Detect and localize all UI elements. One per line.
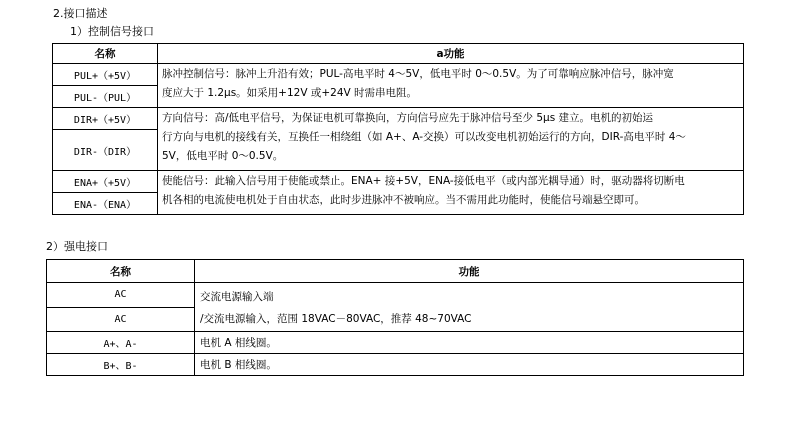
description-line: 脉冲控制信号：脉冲上升沿有效；PUL-高电平时 4～5V，低电平时 0～0.5V。为了可靠响应脉冲信号，脉冲宽 — [162, 68, 674, 80]
power-interface-table — [46, 259, 744, 376]
table-row — [53, 171, 744, 193]
description-line: /交流电源输入，范围 18VAC－80VAC，推荐 48~70VAC — [200, 313, 472, 325]
signal-name: PUL+（+5V） — [53, 64, 158, 86]
description-line: 行方向与电机的接线有关，互换任一相绕组（如 A+、A-交换）可以改变电机初始运行的方向，DIR-高电平时 4～ — [162, 131, 686, 143]
signal-description — [158, 64, 744, 108]
description-line: 使能信号：此输入信号用于使能或禁止。ENA+ 接+5V，ENA-接低电平（或内部光耦导通）时，驱动器将切断电 — [162, 175, 685, 187]
table-row — [53, 64, 744, 86]
terminal-name: AC — [47, 307, 195, 332]
terminal-name: AC — [47, 283, 195, 308]
signal-name: PUL-（PUL） — [53, 86, 158, 108]
control-signal-table — [52, 43, 744, 215]
table-header-row — [53, 44, 744, 64]
table-row — [53, 108, 744, 130]
table-row — [47, 354, 744, 376]
terminal-description: 电机 A 相线圈。 — [195, 332, 744, 354]
header-function: a功能 — [158, 44, 744, 64]
terminal-name: A+、A- — [47, 332, 195, 354]
signal-description — [158, 108, 744, 171]
signal-name: ENA-（ENA） — [53, 193, 158, 215]
terminal-description: 电机 B 相线圈。 — [195, 354, 744, 376]
signal-name: DIR-（DIR） — [53, 130, 158, 171]
section-title: 2.接口描述 — [53, 7, 108, 20]
description-line: 方向信号：高/低电平信号，为保证电机可靠换向，方向信号应先于脉冲信号至少 5μs 建立。电机的初始运 — [162, 112, 654, 124]
signal-name: ENA+（+5V） — [53, 171, 158, 193]
table-row — [47, 283, 744, 308]
description-line: 5V，低电平时 0～0.5V。 — [162, 150, 284, 162]
description-line: 机各相的电流使电机处于自由状态，此时步进脉冲不被响应。当不需用此功能时，使能信号端悬空即可。 — [162, 194, 645, 206]
terminal-description — [195, 283, 744, 332]
header-name: 名称 — [47, 260, 195, 283]
table-row — [47, 332, 744, 354]
description-line: 交流电源输入端 — [200, 291, 274, 303]
signal-name: DIR+（+5V） — [53, 108, 158, 130]
terminal-name: B+、B- — [47, 354, 195, 376]
header-name: 名称 — [53, 44, 158, 64]
signal-description — [158, 171, 744, 215]
header-function: 功能 — [195, 260, 744, 283]
power-table-title: 2）强电接口 — [46, 240, 108, 253]
control-table-title: 1）控制信号接口 — [70, 25, 154, 38]
description-line: 度应大于 1.2μs。如采用+12V 或+24V 时需串电阻。 — [162, 87, 418, 99]
table-header-row — [47, 260, 744, 283]
